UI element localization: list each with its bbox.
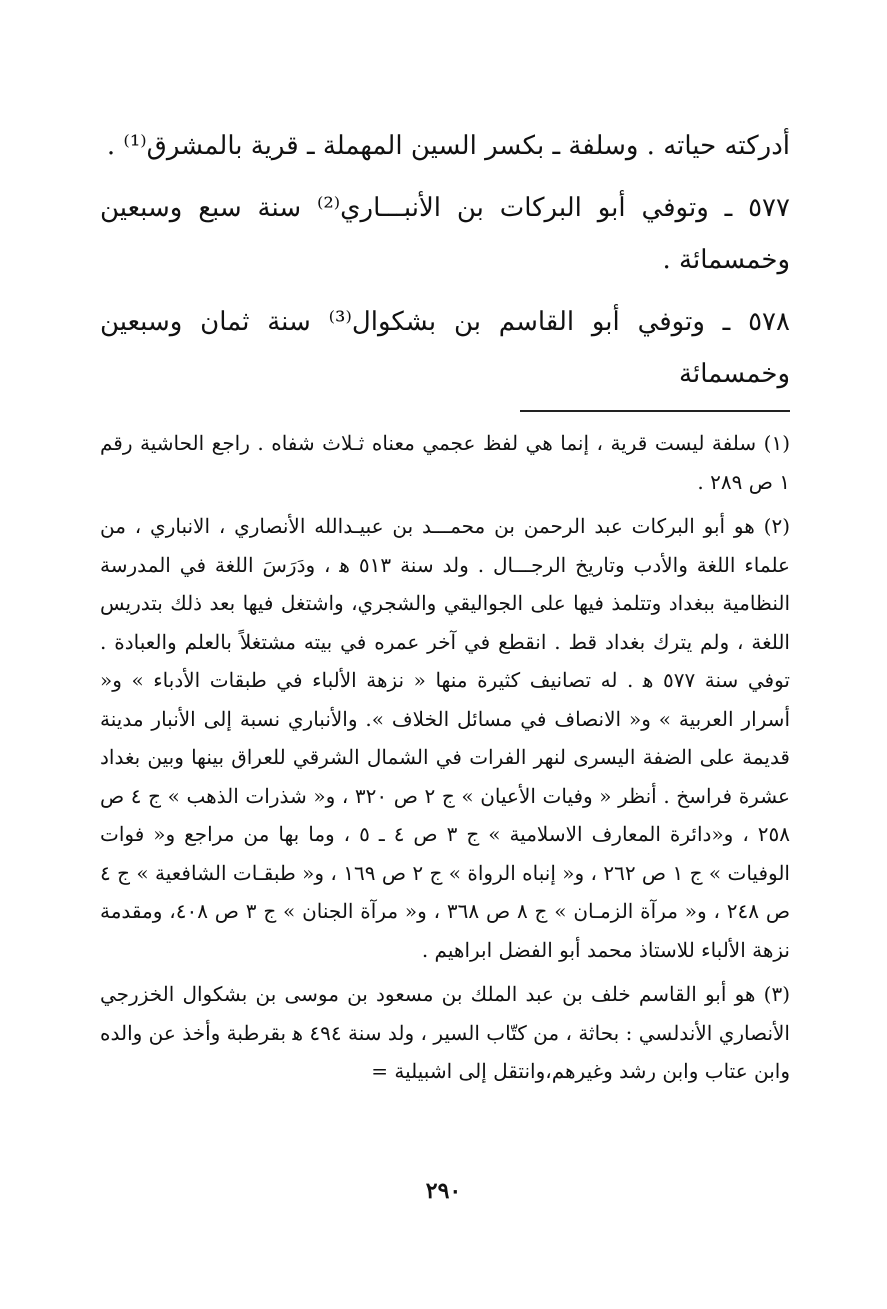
main-paragraph-578: ٥٧٨ ـ وتوفي أبو القاسم بن بشكوال⁽³⁾ سنة ثمان وسبعين وخمسمائة [100, 307, 790, 389]
footnote-3: (٣) هو أبو القاسم خلف بن عبد الملك بن مسعود بن موسى بن بشكوال الخزرجي الأنصاري الأندلسي : بحاثة ، من كتّاب السير ، ولد سنة ٤٩٤ ﻫ بقرطبة وأخذ عن والده وابن عتاب وابن رشد وغيرهم،وانتقل إلى اشبيلية = [100, 982, 790, 1083]
footnotes [100, 424, 790, 1091]
main-text [100, 120, 790, 400]
page-number: ٢٩٠ [425, 1178, 462, 1204]
footnote-1: (١) سلفة ليست قرية ، إنما هي لفظ عجمي معناه ثـلاث شفاه . راجع الحاشية رقم ١ ص ٢٨٩ . [100, 431, 790, 494]
page-body [100, 120, 790, 1097]
footnote-2: (٢) هو أبو البركات عبد الرحمن بن محمـــد بن عبيـدالله الأنصاري ، الانباري ، من علماء اللغة والأدب وتاريخ الرجـــال . ولد سنة ٥١٣ ﻫ ، ودَرَسَ اللغة في المدرسة النظامية ببغداد وتتلمذ فيها على الجواليقي والشجري، واشتغل فيها بعد ذلك بتدريس اللغة ، ولم يترك بغداد قط . انقطع في آخر عمره في بيته مشتغلاً بالعلم والعبادة . توفي سنة ٥٧٧ ﻫ . له تصانيف كثيرة منها « نزهة الألباء في طبقات الأدباء » و« أسرار العربية » و« الانصاف في مسائل الخلاف ». والأنباري نسبة إلى الأنبار مدينة قديمة على الضفة اليسرى لنهر الفرات في الشمال الشرقي للعراق بينها وبين بغداد عشرة فراسخ . أنظر « وفيات الأعيان » ج ٢ ص ٣٢٠ ، و« شذرات الذهب » ج ٤ ص ٢٥٨ ، و«دائرة المعارف الاسلامية » ج ٣ ص ٤ ـ ٥ ، وما بها من مراجع و« فوات الوفيات » ج ١ ص ٢٦٢ ، و« إنباه الرواة » ج ٢ ص ١٦٩ ، و« طبقـات الشافعية » ج ٤ ص ٢٤٨ ، و« مرآة الزمـان » ج ٨ ص ٣٦٨ ، و« مرآة الجنان » ج ٣ ص ٤٠٨، ومقدمة نزهة الألباء للاستاذ محمد أبو الفضل ابراهيم . [100, 514, 791, 962]
footnote-separator [520, 410, 790, 412]
main-paragraph-1: أدركته حياته . وسلفة ـ بكسر السين المهملة ـ قرية بالمشرق⁽¹⁾ . [106, 131, 790, 161]
main-paragraph-577: ٥٧٧ ـ وتوفي أبو البركات بن الأنبـــاري⁽²⁾ سنة سبع وسبعين وخمسمائة . [100, 193, 790, 275]
